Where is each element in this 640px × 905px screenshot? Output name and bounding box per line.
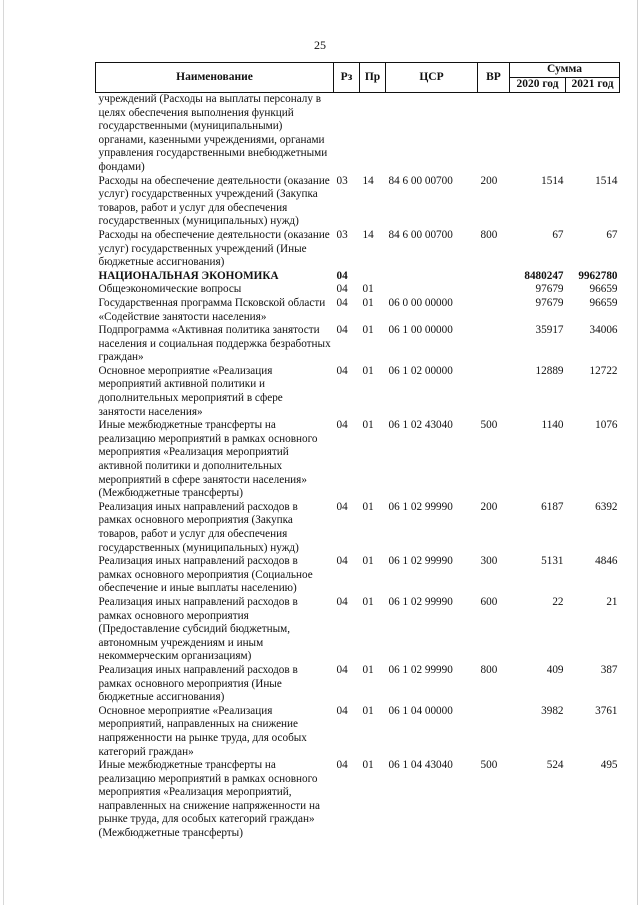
row-vr: [478, 283, 510, 297]
row-rz: 04: [336, 324, 348, 337]
row-name: Реализация иных направлений расходов в рамках основного мероприятия (Иные бюджетные ассигнования): [98, 663, 298, 704]
row-vr: [478, 365, 510, 419]
row-pr: 01: [362, 663, 374, 676]
row-pr: [360, 93, 386, 175]
row-sum-2020: 6187: [541, 500, 564, 513]
row-name: Государственная программа Псковской области «Содействие занятости населения»: [98, 296, 326, 323]
row-name: Реализация иных направлений расходов в рамках основного мероприятия (Социальное обеспечение и иные выплаты населению): [98, 555, 313, 595]
header-year-2021: 2021 год: [566, 78, 620, 93]
table-row: [96, 365, 620, 419]
row-sum-2021: 4846: [595, 555, 618, 568]
table-row: [96, 229, 620, 270]
header-rz: Рз: [334, 63, 360, 93]
table-row: [96, 324, 620, 365]
row-sum-2021: 495: [600, 759, 618, 772]
row-rz: 04: [336, 759, 348, 772]
row-vr: 800: [480, 228, 498, 241]
row-name: Основное мероприятие «Реализация мероприятий активной политики и дополнительных мероприятий в сфере занятости населения»: [98, 364, 283, 418]
row-sum-2021: 34006: [589, 324, 618, 337]
table-row: [96, 596, 620, 664]
table-row: [96, 705, 620, 759]
row-csr: 06 1 02 99990: [388, 500, 453, 513]
row-vr: 600: [480, 595, 498, 608]
row-pr: 01: [362, 759, 374, 772]
row-pr: 01: [362, 364, 374, 377]
row-vr: 200: [480, 500, 498, 513]
table-row: [96, 555, 620, 596]
row-csr: 06 1 02 43040: [388, 419, 453, 432]
row-vr: 200: [480, 174, 498, 187]
row-pr: [360, 270, 386, 284]
table-row: [96, 175, 620, 229]
row-sum-2021: 6392: [595, 500, 618, 513]
left-page-edge: [3, 0, 4, 905]
row-rz: 04: [336, 296, 348, 309]
header-sum: Сумма: [510, 63, 620, 78]
row-sum-2021: 96659: [589, 296, 618, 309]
row-sum-2020: 22: [552, 595, 564, 608]
row-vr: [478, 324, 510, 365]
row-name: НАЦИОНАЛЬНАЯ ЭКОНОМИКА: [98, 269, 279, 282]
row-csr: 06 1 04 43040: [388, 759, 453, 772]
row-sum-2021: 21: [606, 595, 618, 608]
row-vr: [478, 705, 510, 759]
row-name: Общеэкономические вопросы: [98, 283, 242, 296]
table-row: [96, 664, 620, 705]
row-sum-2020: 67: [552, 228, 564, 241]
row-sum-2021: 1076: [595, 419, 618, 432]
row-csr: 06 1 04 00000: [388, 704, 453, 717]
row-csr: 06 1 02 99990: [388, 555, 453, 568]
table-row: [96, 270, 620, 284]
table-row: [96, 419, 620, 501]
row-csr: 84 6 00 00700: [388, 228, 453, 241]
row-csr: 06 1 02 00000: [388, 364, 453, 377]
row-pr: 01: [362, 555, 374, 568]
row-rz: 03: [336, 174, 348, 187]
row-csr: 06 0 00 00000: [388, 296, 453, 309]
row-sum-2020: 1514: [541, 174, 564, 187]
header-vr: ВР: [478, 63, 510, 93]
row-sum-2021: 9962780: [578, 269, 618, 282]
row-sum-2020: 524: [546, 759, 564, 772]
table-row: [96, 297, 620, 324]
row-vr: 500: [480, 419, 498, 432]
row-csr: 06 1 02 99990: [388, 595, 453, 608]
row-sum-2021: 96659: [589, 283, 618, 296]
row-sum-2020: 35917: [535, 324, 564, 337]
row-rz: 04: [336, 595, 348, 608]
row-sum-2021: 67: [606, 228, 618, 241]
row-sum-2021: 387: [600, 663, 618, 676]
row-csr: [386, 93, 478, 175]
row-name: Основное мероприятие «Реализация мероприятий, направленных на снижение напряженности на рынке труда, для особых категорий граждан»: [98, 704, 307, 758]
row-sum-2020: 5131: [541, 555, 564, 568]
row-sum-2020: [510, 93, 566, 175]
row-pr: 01: [362, 595, 374, 608]
row-pr: 01: [362, 704, 374, 717]
row-name: Подпрограмма «Активная политика занятости населения и социальная поддержка безработных граждан»: [98, 324, 331, 364]
row-sum-2020: 97679: [535, 283, 564, 296]
row-vr: [478, 297, 510, 324]
row-vr: 800: [480, 663, 498, 676]
row-vr: 500: [480, 759, 498, 772]
row-name: Иные межбюджетные трансферты на реализацию мероприятий в рамках основного мероприятия «Реализация мероприятий активной политики и дополнительных мероприятий в сфере занятости населения» (Межбюджетные трансферты): [98, 419, 318, 500]
row-rz: 04: [336, 283, 348, 296]
row-rz: 04: [336, 704, 348, 717]
row-pr: 01: [362, 419, 374, 432]
row-pr: 14: [362, 174, 374, 187]
row-sum-2021: [566, 93, 620, 175]
row-vr: [478, 93, 510, 175]
row-rz: 04: [336, 419, 348, 432]
table-row: [96, 759, 620, 841]
header-year-2020: 2020 год: [510, 78, 566, 93]
row-name: Реализация иных направлений расходов в рамках основного мероприятия (Предоставление субсидий бюджетным, автономным учреждениям и иным некоммерческим организациям): [98, 595, 298, 663]
row-pr: 14: [362, 228, 374, 241]
row-sum-2020: 3982: [541, 704, 564, 717]
row-rz: 04: [336, 364, 348, 377]
row-pr: 01: [362, 324, 374, 337]
table-row: [96, 501, 620, 555]
row-csr: 06 1 00 00000: [388, 324, 453, 337]
row-name: Реализация иных направлений расходов в рамках основного мероприятия (Закупка товаров, работ и услуг для обеспечения государственных (муниципальных) нужд): [98, 500, 299, 554]
row-csr: 06 1 02 99990: [388, 663, 453, 676]
table-row: [96, 283, 620, 297]
row-pr: 01: [362, 296, 374, 309]
row-name: Расходы на обеспечение деятельности (оказание услуг) государственных учреждений (Закупка товаров, работ и услуг для обеспечения государственных (муниципальных) нужд): [98, 174, 330, 228]
row-name: Иные межбюджетные трансферты на реализацию мероприятий в рамках основного мероприятия «Реализация мероприятий, направленных на снижение напряженности на рынке труда, для особых категорий граждан» (Межбюджетные трансферты): [98, 759, 320, 840]
budget-table: [95, 62, 620, 841]
row-vr: 300: [480, 555, 498, 568]
row-vr: [478, 270, 510, 284]
row-rz: 03: [336, 228, 348, 241]
row-csr: [386, 283, 478, 297]
row-sum-2021: 3761: [595, 704, 618, 717]
row-rz: [334, 93, 360, 175]
row-sum-2020: 12889: [535, 364, 564, 377]
row-rz: 04: [336, 500, 348, 513]
table-header: [96, 63, 620, 93]
page-number: 25: [314, 38, 326, 52]
header-csr: ЦСР: [386, 63, 478, 93]
header-pr: Пр: [360, 63, 386, 93]
row-sum-2020: 97679: [535, 296, 564, 309]
row-sum-2020: 1140: [541, 419, 564, 432]
row-name: Расходы на обеспечение деятельности (оказание услуг) государственных учреждений (Иные бюджетные ассигнования): [98, 228, 330, 269]
row-rz: 04: [336, 269, 348, 282]
row-csr: 84 6 00 00700: [388, 174, 453, 187]
table-row: [96, 93, 620, 175]
row-sum-2021: 12722: [589, 364, 618, 377]
row-rz: 04: [336, 555, 348, 568]
row-pr: 01: [362, 500, 374, 513]
row-rz: 04: [336, 663, 348, 676]
row-sum-2021: 1514: [595, 174, 618, 187]
row-pr: 01: [362, 283, 374, 296]
right-page-edge: [637, 0, 638, 905]
row-csr: [386, 270, 478, 284]
row-sum-2020: 8480247: [524, 269, 564, 282]
header-name: Наименование: [96, 63, 334, 93]
row-sum-2020: 409: [546, 663, 564, 676]
row-name: учреждений (Расходы на выплаты персоналу в целях обеспечения выполнения функций государственными (муниципальными) органами, казенными учреждениями, органами управления государственными внебюджетными фондами): [98, 93, 328, 173]
table-body: [96, 93, 620, 841]
